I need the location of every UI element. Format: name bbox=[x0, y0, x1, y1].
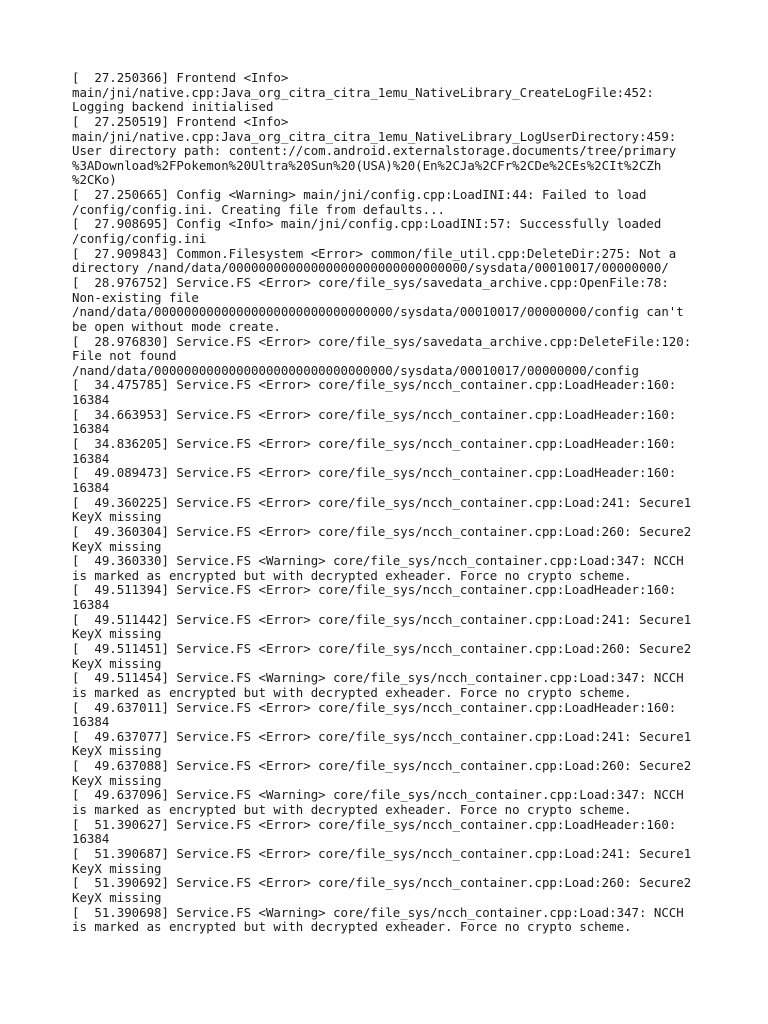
log-line: KeyX missing bbox=[72, 655, 162, 671]
log-line: [ 27.250366] Frontend <Info> bbox=[72, 70, 289, 85]
log-line: [ 49.637077] Service.FS <Error> core/file_sys/ncch_container.cpp:Load:241: Secure1 bbox=[72, 728, 692, 744]
log-line: is marked as encrypted but with decrypted exheader. Force no crypto scheme. bbox=[72, 919, 632, 935]
log-line: KeyX missing bbox=[72, 538, 162, 554]
log-line: [ 34.663953] Service.FS <Error> core/file_sys/ncch_container.cpp:LoadHeader:160: bbox=[72, 406, 677, 422]
log-line: User directory path: content://com.android.externalstorage.documents/tree/primary bbox=[72, 143, 677, 159]
log-line: [ 49.360304] Service.FS <Error> core/file_sys/ncch_container.cpp:Load:260: Secure2 bbox=[72, 523, 692, 539]
log-line: main/jni/native.cpp:Java_org_citra_citra_1emu_NativeLibrary_CreateLogFile:452: bbox=[72, 84, 654, 100]
log-line: KeyX missing bbox=[72, 860, 162, 876]
log-output bbox=[72, 71, 712, 935]
log-line: 16384 bbox=[72, 450, 110, 466]
log-line: [ 27.908695] Config <Info> main/jni/config.cpp:LoadINI:57: Successfully loaded bbox=[72, 216, 662, 232]
log-line: [ 49.637011] Service.FS <Error> core/file_sys/ncch_container.cpp:LoadHeader:160: bbox=[72, 699, 677, 715]
log-line: KeyX missing bbox=[72, 743, 162, 759]
log-line: /nand/data/00000000000000000000000000000000/sysdata/00010017/00000000/config bbox=[72, 362, 639, 378]
log-line: [ 51.390698] Service.FS <Warning> core/file_sys/ncch_container.cpp:Load:347: NCCH bbox=[72, 904, 684, 920]
log-line: %2CKo) bbox=[72, 172, 117, 188]
log-line: 16384 bbox=[72, 714, 110, 730]
log-line: File not found bbox=[72, 348, 177, 364]
log-line: directory /nand/data/00000000000000000000000000000000/sysdata/00010017/00000000/ bbox=[72, 260, 669, 276]
log-line: [ 49.511451] Service.FS <Error> core/file_sys/ncch_container.cpp:Load:260: Secure2 bbox=[72, 640, 692, 656]
log-line: 16384 bbox=[72, 392, 110, 408]
log-line: KeyX missing bbox=[72, 509, 162, 525]
log-line: [ 34.836205] Service.FS <Error> core/file_sys/ncch_container.cpp:LoadHeader:160: bbox=[72, 436, 677, 452]
log-line: 16384 bbox=[72, 831, 110, 847]
log-line: Logging backend initialised bbox=[72, 99, 274, 115]
log-line: [ 49.511442] Service.FS <Error> core/file_sys/ncch_container.cpp:Load:241: Secure1 bbox=[72, 611, 692, 627]
log-line: [ 34.475785] Service.FS <Error> core/file_sys/ncch_container.cpp:LoadHeader:160: bbox=[72, 377, 677, 393]
log-line: [ 49.637096] Service.FS <Warning> core/file_sys/ncch_container.cpp:Load:347: NCCH bbox=[72, 787, 684, 803]
log-line: [ 49.089473] Service.FS <Error> core/file_sys/ncch_container.cpp:LoadHeader:160: bbox=[72, 465, 677, 481]
log-line: /config/config.ini. Creating file from defaults... bbox=[72, 201, 445, 217]
log-line: [ 49.511394] Service.FS <Error> core/file_sys/ncch_container.cpp:LoadHeader:160: bbox=[72, 582, 677, 598]
log-line: /nand/data/00000000000000000000000000000000/sysdata/00010017/00000000/config can't bbox=[72, 304, 684, 320]
log-line: /config/config.ini bbox=[72, 231, 207, 247]
log-line: main/jni/native.cpp:Java_org_citra_citra_1emu_NativeLibrary_LogUserDirectory:459: bbox=[72, 128, 677, 144]
log-line: [ 49.360330] Service.FS <Warning> core/file_sys/ncch_container.cpp:Load:347: NCCH bbox=[72, 553, 684, 569]
log-line: [ 49.360225] Service.FS <Error> core/file_sys/ncch_container.cpp:Load:241: Secure1 bbox=[72, 494, 692, 510]
log-line: is marked as encrypted but with decrypted exheader. Force no crypto scheme. bbox=[72, 802, 632, 818]
log-line: [ 49.637088] Service.FS <Error> core/file_sys/ncch_container.cpp:Load:260: Secure2 bbox=[72, 758, 692, 774]
log-line: [ 27.909843] Common.Filesystem <Error> common/file_util.cpp:DeleteDir:275: Not a bbox=[72, 245, 677, 261]
log-line: is marked as encrypted but with decrypted exheader. Force no crypto scheme. bbox=[72, 684, 632, 700]
log-line: be open without mode create. bbox=[72, 318, 281, 334]
log-line: 16384 bbox=[72, 421, 110, 437]
log-line: is marked as encrypted but with decrypted exheader. Force no crypto scheme. bbox=[72, 567, 632, 583]
log-line: KeyX missing bbox=[72, 889, 162, 905]
log-line: [ 28.976830] Service.FS <Error> core/file_sys/savedata_archive.cpp:DeleteFile:120: bbox=[72, 333, 692, 349]
log-line: [ 27.250665] Config <Warning> main/jni/config.cpp:LoadINI:44: Failed to load bbox=[72, 187, 647, 203]
log-line: 16384 bbox=[72, 597, 110, 613]
log-line: [ 27.250519] Frontend <Info> bbox=[72, 113, 289, 129]
log-line: [ 51.390692] Service.FS <Error> core/file_sys/ncch_container.cpp:Load:260: Secure2 bbox=[72, 875, 692, 891]
log-line: Non-existing file bbox=[72, 289, 199, 305]
log-line: [ 51.390627] Service.FS <Error> core/file_sys/ncch_container.cpp:LoadHeader:160: bbox=[72, 816, 677, 832]
log-line: KeyX missing bbox=[72, 772, 162, 788]
log-line: [ 51.390687] Service.FS <Error> core/file_sys/ncch_container.cpp:Load:241: Secure1 bbox=[72, 845, 692, 861]
log-line: 16384 bbox=[72, 479, 110, 495]
log-line: [ 49.511454] Service.FS <Warning> core/file_sys/ncch_container.cpp:Load:347: NCCH bbox=[72, 670, 684, 686]
log-line: KeyX missing bbox=[72, 626, 162, 642]
log-line: [ 28.976752] Service.FS <Error> core/file_sys/savedata_archive.cpp:OpenFile:78: bbox=[72, 274, 669, 290]
log-line: %3ADownload%2FPokemon%20Ultra%20Sun%20(USA)%20(En%2CJa%2CFr%2CDe%2CEs%2CIt%2CZh bbox=[72, 157, 662, 173]
